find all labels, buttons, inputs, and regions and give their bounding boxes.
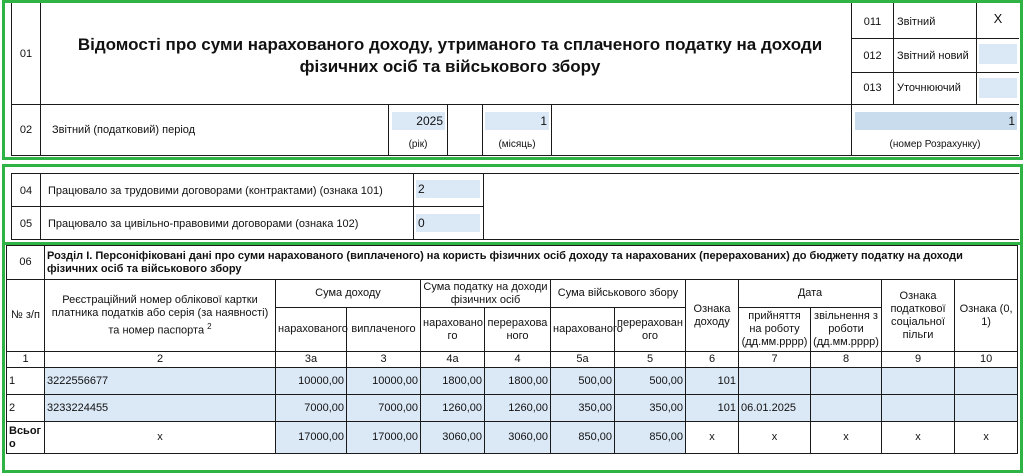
- year-caption: (рік): [408, 139, 428, 150]
- tax-transferred-cell[interactable]: 1260,00: [485, 395, 551, 422]
- total-tax-benefit: х: [882, 422, 955, 454]
- income-sign-cell[interactable]: 101: [686, 395, 739, 422]
- month-input[interactable]: 1: [485, 112, 549, 130]
- col-number: 7: [739, 352, 811, 368]
- month-caption: (місяць): [498, 139, 536, 150]
- section-title: Розділ І. Персоніфіковані дані про суми нарахованого (виплаченого) на користь фізичних осіб доходу та нарахованих (перерахованих) до бюджету податку на доходи фізичних осіб та військового збору: [45, 246, 1018, 280]
- type-code-011: 011: [863, 16, 882, 28]
- income-paid-cell[interactable]: 10000,00: [347, 368, 421, 395]
- type-011-checkbox[interactable]: X: [979, 10, 1017, 30]
- row-code-05: 05: [19, 218, 33, 230]
- col-header-reg-sup: 2: [207, 321, 212, 331]
- row-code-02: 02: [19, 124, 33, 136]
- tax-accrued-cell[interactable]: 1260,00: [421, 395, 485, 422]
- total-income-sign: х: [686, 422, 739, 454]
- section-code: 06: [7, 246, 45, 280]
- col-header-tax-transferred: перерахова ного: [485, 308, 551, 352]
- reg-number-cell[interactable]: 3222556677: [45, 368, 276, 395]
- col-number: 3а: [276, 352, 347, 368]
- total-reg-cell: х: [45, 422, 276, 454]
- total-income-paid: 17000,00: [347, 422, 421, 454]
- row-code-01: 01: [19, 48, 33, 60]
- col-header-mil-accrued: нарахованого: [551, 308, 615, 352]
- type-code-012: 012: [863, 50, 882, 62]
- col-header-tax: Сума податку на доходи фізичних осіб: [421, 280, 551, 308]
- col-header-income: Сума доходу: [276, 280, 421, 308]
- total-mil-accrued: 850,00: [551, 422, 615, 454]
- row-05-value-input[interactable]: 0: [416, 214, 480, 232]
- col-number: 2: [45, 352, 276, 368]
- total-tax-accrued: 3060,00: [421, 422, 485, 454]
- col-number: 9: [882, 352, 955, 368]
- col-header-mil-transferred: перерахован ого: [615, 308, 686, 352]
- total-mil-transferred: 850,00: [615, 422, 686, 454]
- col-header-date-hire: прийняття на роботу (дд.мм.рррр): [739, 308, 811, 352]
- row-number: 1: [7, 368, 45, 395]
- period-label: Звітний (податковий) період: [52, 124, 196, 136]
- income-accrued-cell[interactable]: 7000,00: [276, 395, 347, 422]
- mil-accrued-cell[interactable]: 350,00: [551, 395, 615, 422]
- total-hire-date: х: [739, 422, 811, 454]
- form-title: Відомості про суми нарахованого доходу, утриманого та сплаченого податку на доходи фізичних осіб та військового збору: [77, 35, 823, 76]
- col-number: 5: [615, 352, 686, 368]
- highlight-frame-header: [2, 0, 1023, 160]
- col-number: 1: [7, 352, 45, 368]
- col-number: 10: [955, 352, 1018, 368]
- total-fire-date: х: [811, 422, 882, 454]
- row-04-label: Працювало за трудовими договорами (контрактами) (ознака 101): [48, 185, 383, 197]
- mil-transferred-cell[interactable]: 500,00: [615, 368, 686, 395]
- highlight-frame-section-1: [2, 242, 1023, 473]
- col-header-income-paid: виплаченого: [347, 308, 421, 352]
- tax-transferred-cell[interactable]: 1800,00: [485, 368, 551, 395]
- col-header-mil: Сума військового збору: [551, 280, 686, 308]
- row-04-value-input[interactable]: 2: [416, 180, 480, 198]
- col-header-date: Дата: [739, 280, 882, 308]
- income-sign-cell[interactable]: 101: [686, 368, 739, 395]
- col-header-income-sign: Ознака доходу: [686, 280, 739, 352]
- total-tax-transferred: 3060,00: [485, 422, 551, 454]
- col-header-sign01: Ознака (0, 1): [955, 280, 1018, 352]
- col-number: 4а: [421, 352, 485, 368]
- tax-accrued-cell[interactable]: 1800,00: [421, 368, 485, 395]
- income-accrued-cell[interactable]: 10000,00: [276, 368, 347, 395]
- type-code-013: 013: [863, 82, 882, 94]
- col-number: 3: [347, 352, 421, 368]
- hire-date-cell[interactable]: 06.01.2025: [739, 395, 811, 422]
- total-income-accrued: 17000,00: [276, 422, 347, 454]
- mil-accrued-cell[interactable]: 500,00: [551, 368, 615, 395]
- type-label-013: Уточнюючий: [897, 82, 961, 94]
- income-paid-cell[interactable]: 7000,00: [347, 395, 421, 422]
- total-label: Всього: [7, 422, 45, 454]
- total-sign01: х: [955, 422, 1018, 454]
- col-header-reg-text: Реєстраційний номер облікової картки платника податків або серія (за наявності) та номер паспорта: [51, 293, 269, 337]
- mil-transferred-cell[interactable]: 350,00: [615, 395, 686, 422]
- type-label-011: Звітний: [897, 16, 936, 28]
- year-input[interactable]: 2025: [392, 112, 445, 130]
- col-number: 4: [485, 352, 551, 368]
- col-header-date-fire: звільнення з роботи (дд.мм.рррр): [811, 308, 882, 352]
- calc-number-caption: (номер Розрахунку): [889, 139, 981, 150]
- col-header-tax-benefit: Ознака податкової соціальної пільги: [882, 280, 955, 352]
- type-label-012: Звітний новий: [897, 50, 969, 62]
- col-header-income-accrued: нарахованого: [276, 308, 347, 352]
- col-number: 6: [686, 352, 739, 368]
- calc-number-input[interactable]: 1: [855, 112, 1017, 130]
- row-number: 2: [7, 395, 45, 422]
- col-header-tax-accrued: нараховано го: [421, 308, 485, 352]
- row-code-04: 04: [19, 185, 33, 197]
- col-number: 8: [811, 352, 882, 368]
- col-header-num: № з/п: [7, 280, 45, 352]
- reg-number-cell[interactable]: 3233224455: [45, 395, 276, 422]
- col-number: 5а: [551, 352, 615, 368]
- row-05-label: Працювало за цивільно-правовими договорами (ознака 102): [48, 218, 359, 230]
